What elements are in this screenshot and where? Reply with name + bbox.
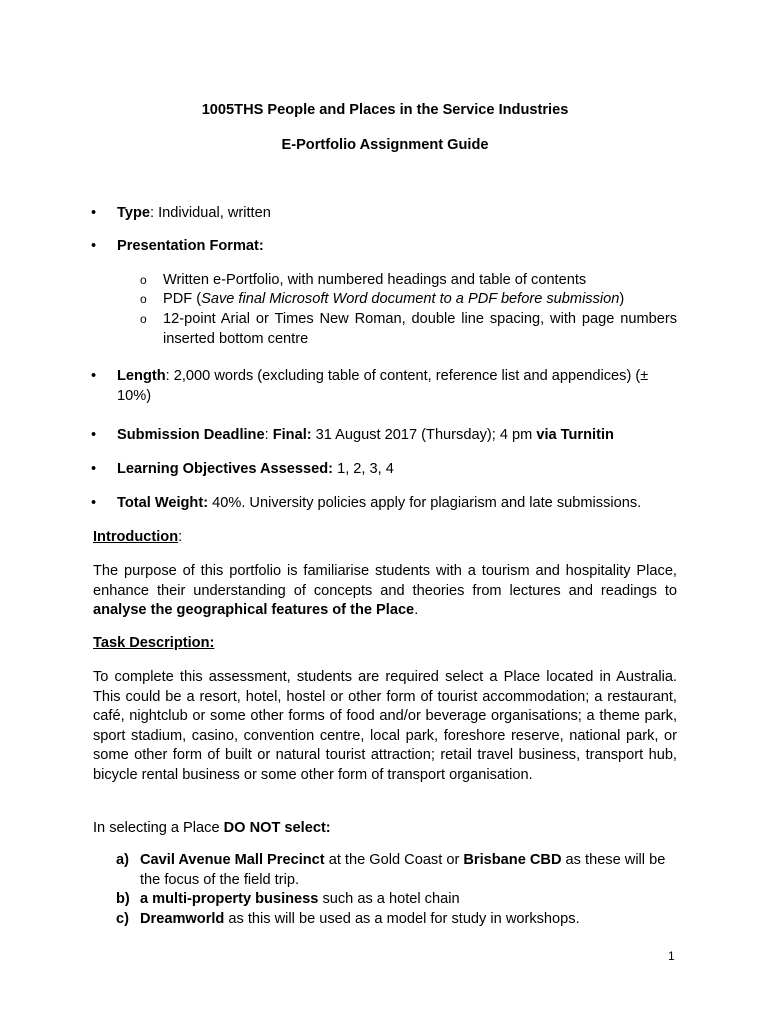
deadline-final: Final: [272, 427, 312, 443]
format-subitem: 12-point Arial or Times New Roman, double line spacing, with page numbers inserted bottom centre [163, 311, 677, 347]
list-item-text: such as a hotel chain [318, 891, 460, 907]
objectives-label: Learning Objectives Assessed: [117, 461, 334, 477]
bullet-icon: • [91, 205, 97, 221]
pdf-close: ) [619, 291, 625, 307]
type-item [117, 204, 677, 224]
selection-intro [93, 819, 677, 839]
introduction-end: . [414, 602, 419, 618]
length-item [117, 367, 677, 406]
length-label: Length [117, 368, 166, 384]
sub-bullet-icon: o [140, 292, 147, 306]
length-value: : 2,000 words (excluding table of content, reference list and appendices) (± 10%) [117, 368, 649, 404]
list-item [140, 890, 677, 910]
list-label: c) [116, 911, 129, 927]
bullet-icon: • [91, 368, 97, 384]
weight-label: Total Weight: [117, 495, 209, 511]
type-value: : Individual, written [149, 205, 271, 221]
list-item-bold: a multi-property business [140, 891, 319, 907]
weight-item [117, 494, 677, 514]
format-subitem [163, 290, 677, 310]
list-item-bold: Cavil Avenue Mall Precinct [140, 852, 325, 868]
deadline-sep: : [264, 427, 273, 443]
task-heading [93, 634, 677, 654]
list-item-bold: Brisbane CBD [463, 852, 562, 868]
bullet-icon: • [91, 427, 97, 443]
pdf-note: Save final Microsoft Word document to a PDF before submission [201, 291, 620, 307]
bullet-icon: • [91, 495, 97, 511]
introduction-heading-text: Introduction [93, 529, 179, 545]
type-label: Type [117, 205, 150, 221]
format-subitem: Written e-Portfolio, with numbered headings and table of contents [163, 272, 587, 288]
deadline-via: via Turnitin [536, 427, 614, 443]
page-number: 1 [668, 949, 675, 963]
list-item-text: as these will be the focus of the field trip. [140, 852, 666, 888]
list-label: a) [116, 852, 129, 868]
list-item [140, 851, 677, 890]
task-heading-text: Task Description: [93, 635, 215, 651]
introduction-colon: : [178, 529, 183, 545]
weight-value: 40%. University policies apply for plagiarism and late submissions. [208, 495, 642, 511]
list-item-text: as this will be used as a model for study in workshops. [224, 911, 580, 927]
introduction-bold: analyse the geographical features of the Place [93, 602, 415, 618]
list-item-bold: Dreamworld [140, 911, 225, 927]
deadline-label: Submission Deadline [117, 427, 265, 443]
introduction-paragraph [93, 562, 677, 621]
list-item [140, 910, 677, 930]
objectives-item [117, 460, 677, 480]
objectives-value: 1, 2, 3, 4 [333, 461, 394, 477]
task-paragraph: To complete this assessment, students are required select a Place located in Australia. This could be a resort, hotel, hostel or other form of tourist accommodation; a restaurant, café, nightclub or some other forms of food and/or beverage organisations; a theme park, sport stadium, casino, convention centre, local park, foreshore reserve, national park, or some other form of built or natural tourist attraction; retail travel business, transport hub, bicycle rental business or some other form of transport organisation. [93, 669, 677, 783]
list-item-text: at the Gold Coast or [324, 852, 464, 868]
introduction-text: The purpose of this portfolio is familiarise students with a tourism and hospitality Place, enhance their understanding of concepts and theories from lectures and readings to [93, 563, 677, 599]
document-subtitle: E-Portfolio Assignment Guide [281, 137, 489, 153]
deadline-item [117, 426, 677, 446]
sub-bullet-icon: o [140, 312, 147, 326]
selection-intro-text: In selecting a Place [93, 820, 224, 836]
format-item [117, 237, 677, 257]
bullet-icon: • [91, 461, 97, 477]
list-label: b) [116, 891, 130, 907]
format-label: Presentation Format: [117, 238, 264, 254]
selection-intro-bold: DO NOT select: [223, 820, 331, 836]
introduction-heading [93, 528, 677, 548]
sub-bullet-icon: o [140, 273, 147, 287]
deadline-value: 31 August 2017 (Thursday); 4 pm [311, 427, 537, 443]
bullet-icon: • [91, 238, 97, 254]
document-title: 1005THS People and Places in the Service Industries [201, 102, 569, 118]
pdf-text: PDF ( [163, 291, 202, 307]
